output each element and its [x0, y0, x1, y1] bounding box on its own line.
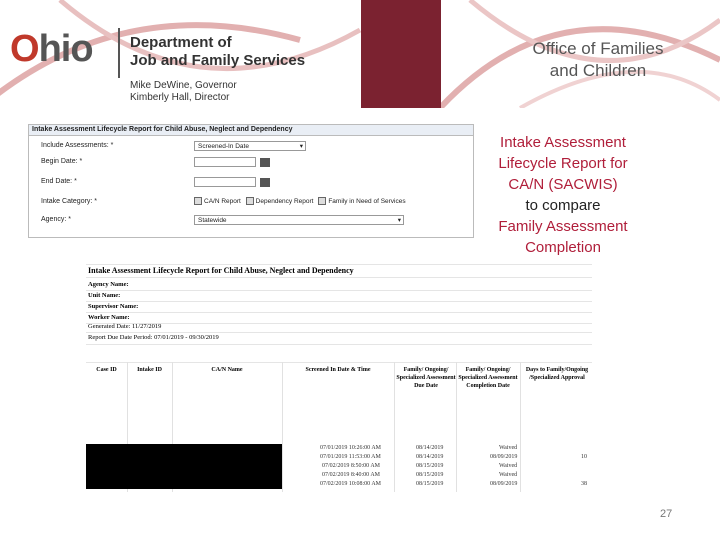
redacted-block: [86, 480, 282, 489]
col-can-name: CA/N Name: [211, 367, 243, 373]
department-line2: Job and Family Services: [130, 52, 306, 69]
office-line1: Office of Families: [532, 39, 664, 58]
intake-category-options: [194, 195, 406, 209]
supervisor-name-field: Supervisor Name:: [88, 303, 139, 310]
include-assessments-value: Screened-In Date: [198, 143, 249, 150]
maroon-bar: [361, 0, 441, 108]
col-case-id: Case ID: [96, 367, 117, 373]
table-row: [86, 480, 592, 489]
divider: [86, 344, 592, 345]
due-date-cell: 08/15/2019: [416, 481, 444, 487]
form-row-include: [29, 139, 473, 153]
report-output: [86, 262, 592, 492]
screened-in-cell: 07/02/2019 8:40:00 AM: [322, 472, 381, 478]
completion-cell: Waived: [499, 445, 518, 451]
due-date-cell: 08/14/2019: [416, 454, 444, 460]
redacted-block: [86, 444, 282, 453]
completion-cell: Waived: [499, 463, 518, 469]
completion-cell: 08/09/2019: [490, 481, 518, 487]
slide-caption: [478, 132, 648, 258]
screened-in-cell: 07/02/2019 10:08:00 AM: [320, 481, 382, 487]
due-date-cell: 08/14/2019: [416, 445, 444, 451]
divider: [86, 332, 592, 333]
due-date-cell: 08/15/2019: [416, 463, 444, 469]
screened-in-cell: 07/01/2019 10:26:00 AM: [320, 445, 382, 451]
end-date-label: End Date: *: [41, 178, 77, 185]
divider: [86, 277, 592, 278]
days-cell: 10: [581, 454, 587, 460]
col-screened-in: Screened In Date & Time: [305, 367, 371, 373]
form-row-end: [29, 175, 473, 189]
agency-value: Statewide: [198, 217, 227, 224]
include-assessments-select[interactable]: [194, 141, 306, 151]
officials: [130, 80, 237, 104]
divider: [86, 264, 592, 265]
due-date-cell: 08/15/2019: [416, 472, 444, 478]
director-text: Kimberly Hall, Director: [130, 92, 230, 103]
calendar-icon[interactable]: [260, 178, 270, 187]
divider: [86, 290, 592, 291]
caption-line1: Intake Assessment: [500, 134, 626, 151]
department-line1: Department of: [130, 34, 232, 51]
caption-line5: Family Assessment: [498, 218, 628, 235]
page-number: 27: [660, 508, 673, 520]
completion-cell: Waived: [499, 472, 518, 478]
agency-name-field: Agency Name:: [88, 281, 129, 288]
department-name: [130, 34, 305, 70]
report-period: Report Due Date Period: 07/01/2019 - 09/30/2019: [88, 334, 219, 341]
agency-select[interactable]: [194, 215, 404, 225]
form-row-begin: [29, 155, 473, 169]
office-line2: and Children: [549, 61, 647, 80]
unit-name-field: Unit Name:: [88, 292, 121, 299]
table-row: [86, 462, 592, 471]
governor-text: Mike DeWine, Governor: [130, 80, 237, 91]
divider: [86, 362, 592, 363]
can-report-checkbox[interactable]: [194, 197, 202, 205]
caption-line2: Lifecycle Report for: [498, 155, 628, 172]
caption-line4: to compare: [525, 197, 601, 214]
dependency-report-checkbox[interactable]: [246, 197, 254, 205]
worker-name-field: Worker Name:: [88, 314, 130, 321]
redacted-block: [86, 453, 282, 462]
fins-label: Family in Need of Services: [328, 198, 406, 205]
begin-date-label: Begin Date: *: [41, 158, 83, 165]
form-title: Intake Assessment Lifecycle Report for Child Abuse, Neglect and Dependency: [29, 125, 473, 136]
redacted-block: [86, 471, 282, 480]
table-row: [86, 453, 592, 462]
logo-text: hio: [38, 28, 93, 70]
col-days-to-approval: Days to Family/Ongoing /Specialized Approval: [525, 367, 589, 381]
can-report-label: CA/N Report: [204, 198, 241, 205]
generated-date: Generated Date: 11/27/2019: [88, 323, 162, 330]
header-banner: [0, 0, 720, 108]
logo-divider: [118, 28, 120, 78]
form-row-agency: [29, 213, 473, 227]
screened-in-cell: 07/01/2019 11:53:00 AM: [320, 454, 381, 460]
dropdown-arrow-icon: ▾: [397, 217, 401, 224]
col-intake-id: Intake ID: [137, 367, 162, 373]
intake-category-label: Intake Category: *: [41, 198, 98, 205]
divider: [86, 301, 592, 302]
include-assessments-label: Include Assessments: *: [41, 142, 114, 149]
days-cell: 38: [581, 481, 587, 487]
caption-line3: CA/N (SACWIS): [508, 176, 618, 193]
end-date-input[interactable]: [194, 177, 256, 187]
caption-line6: Completion: [525, 239, 601, 256]
redacted-block: [86, 462, 282, 471]
col-assessment-completion: Family/ Ongoing/ Specialized Assessment Completion Date: [458, 367, 518, 389]
agency-label: Agency: *: [41, 216, 71, 223]
dropdown-arrow-icon: ▾: [299, 143, 303, 150]
table-row: [86, 444, 592, 453]
ohio-logo: Ohio: [10, 28, 93, 70]
completion-cell: 08/09/2019: [490, 454, 518, 460]
begin-date-input[interactable]: [194, 157, 256, 167]
office-name: [498, 38, 698, 82]
col-assessment-due: Family/ Ongoing/ Specialized Assessment Due Date: [396, 367, 456, 389]
form-row-category: [29, 195, 473, 209]
calendar-icon[interactable]: [260, 158, 270, 167]
fins-checkbox[interactable]: [318, 197, 326, 205]
divider: [86, 323, 592, 324]
divider: [86, 312, 592, 313]
report-criteria-form: [28, 124, 474, 238]
dependency-report-label: Dependency Report: [255, 198, 314, 205]
table-row: [86, 471, 592, 480]
screened-in-cell: 07/02/2019 8:50:00 AM: [322, 463, 381, 469]
report-title: Intake Assessment Lifecycle Report for Child Abuse, Neglect and Dependency: [88, 266, 354, 275]
